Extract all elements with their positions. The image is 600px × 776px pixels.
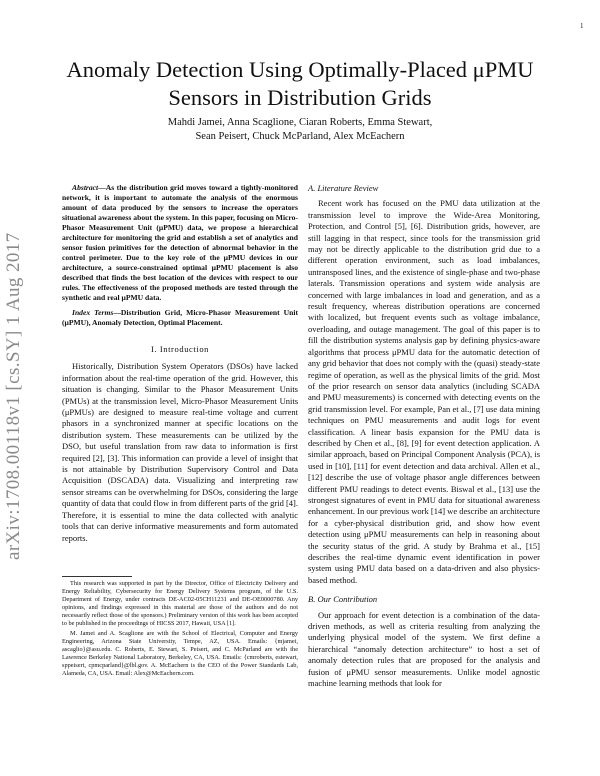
- index-terms-label: Index Terms: [72, 308, 114, 317]
- left-column: [62, 183, 298, 544]
- arxiv-stamp: arXiv:1708.00118v1 [cs.SY] 1 Aug 2017: [3, 232, 24, 560]
- title-line-2: Sensors in Distribution Grids: [168, 85, 432, 110]
- subsection-heading-our-contribution: B. Our Contribution: [308, 594, 378, 605]
- footnote-rule: [62, 576, 132, 577]
- subsection-heading-literature-review: A. Literature Review: [308, 183, 379, 193]
- abstract-text: —As the distribution grid moves toward a tightly-monitored network, it is important to automate the analysis of the enormous amount of data produced by the sensors to increase the operators situational awareness about the system. In this paper, focusing on Micro-Phasor Measurement Unit (μPMU) data, we propose a hierarchical architecture for monitoring the grid and establish a set of analytics and sensor fusion primitives for the detection of abnormal behavior in the control perimeter. Due to the key role of the μPMU devices in our architecture, a source-constrained optimal μPMU placement is also described that finds the best location of the devices with respect to our rules. The effectiveness of the proposed methods are tested through the synthetic and real μPMU data.: [62, 183, 298, 302]
- section-heading-introduction: I. Introduction: [150, 344, 210, 354]
- footnote-affiliations: M. Jamei and A. Scaglione are with the School of Electrical, Computer and Energy Engineering, Arizona State University, Tempe, AZ, USA. Emails: {mjamei, ascaglio}@asu.edu. C. Roberts, E. Stewart, S. Peisert, and C. McParland are with the Lawrence Berkeley National Laboratory, Berkeley, CA, USA. Emails: {cmroberts, estewart, sppeisert, cpmcparland}@lbl.gov. A. McEachern is the CEO of the Power Standards Lab, Alameda, CA, USA. Email: Alex@McEachern.com.: [62, 630, 298, 677]
- contribution-paragraph: Our approach for event detection is a combination of the data-driven methods, as well as criteria resulting from analyzing the underlying physical model of the system. We first define a hierarchical “anomaly detection architecture” to host a set of anomaly detection rules that are proposed for the analysis and fusion of μPMU sensor measurements. Unlike model agnostic machine learning methods that look for: [308, 609, 540, 689]
- right-column: [308, 183, 540, 689]
- authors-line-1: Mahdi Jamei, Anna Scaglione, Ciaran Roberts, Emma Stewart,: [167, 117, 433, 128]
- title-line-1: Anomaly Detection Using Optimally-Placed μPMU: [66, 57, 534, 82]
- author-list: [60, 116, 540, 144]
- introduction-paragraph: Historically, Distribution System Operators (DSOs) have lacked information about the real-time operation of the grid. However, this situation is changing. Similar to the Phasor Measurement Units (PMUs) at the transmission level, Micro-Phasor Measurement Units (μPMUs) are designed to measure real-time voltage and current phasors in a synchronized manner at specific locations on the distribution system. These measurements can be utilized by the DSO, but useful translation from raw data to information is first required [2], [3]. This information can provide a level of insight that is not attainable by Distribution Supervisory Control and Data Acquisition (DSCADA) data. Visualizing and interpreting raw sensor streams can be overwhelming for DSOs, considering the large quantity of data that could flow in from different parts of the grid [4]. Therefore, it is essential to mine the data collected with analytic tools that can derive informative measurements and form automated reports.: [62, 361, 298, 543]
- page-number: 1: [580, 22, 584, 30]
- index-terms: [62, 308, 298, 328]
- abstract-label: Abstract: [72, 183, 99, 192]
- authors-line-2: Sean Peisert, Chuck McParland, Alex McEachern: [195, 131, 405, 142]
- literature-review-paragraph: Recent work has focused on the PMU data utilization at the transmission level to improve the Wide-Area Monitoring, Protection, and Control [5], [6]. Distribution grids, however, are still lagging in that respect, since tools for the transmission grid may not be directly applicable to the distribution grid due to a different operation environment, such as load imbalances, untransposed lines, and the existence of single-phase and two-phase laterals. Transmission operations and system wide analysis are concerned with large imbalances in load and generation, and as a result frequency, whereas distribution operations are concerned with localized, but frequent events such as voltage imbalance, overloading, and outage management. The goal of this paper is to fill the distribution systems analysis gap by defining physics-aware algorithms that process μPMU data for the automatic detection of any grid behavior that does not comply with the (quasi) steady-state regime of operation, as well as the physical limits of the grid. Most of the prior research on sensor data analytics (including SCADA and PMU measurements) is concerned with detecting events on the grid transmission level. For example, Pan et al., [7] use data mining techniques on PMU measurements and audit logs for event classification. A linear basis expansion for the PMU data is described by Chen et al., [8], [9] for event detection application. A similar approach, based on Principal Component Analysis (PCA), is used in [10], [11] for event detection and data archival. Allen et al., [12] describe the use of voltage phasor angle differences between different PMU readings to detect events. Biswal et al., [13] use the strongest signatures of event in PMU data for situational awareness enhancement. In our previous work [14] we describe an architecture for a cyber-physical distribution grid, and show how event detection using μPMU measurements can help in reasoning about the security status of the grid. A study by Brahma et al., [15] describes the real-time dynamic event identification in power system using PMU data based on a data-driven and also physics-based method.: [308, 198, 540, 585]
- paper-title: [40, 56, 560, 112]
- footnotes: [62, 580, 298, 678]
- footnote-funding: This research was supported in part by the Director, Office of Electricity Delivery and Energy Reliability, Cybersecurity for Energy Delivery Systems program, of the U.S. Department of Energy, under contracts DE-AC02-05CH11231 and DE-OE0000780. Any opinions, and findings expressed in this material are those of the authors and do not necessarily reflect those of the sponsors.) Preliminary version of this work has been accepted to be published in the proceedings of HICSS 2017, Hawaii, USA [1].: [62, 580, 298, 627]
- index-terms-text: —Distribution Grid, Micro-Phasor Measurement Unit (μPMU), Anomaly Detection, Optimal Placement.: [62, 308, 298, 327]
- abstract: [62, 183, 298, 303]
